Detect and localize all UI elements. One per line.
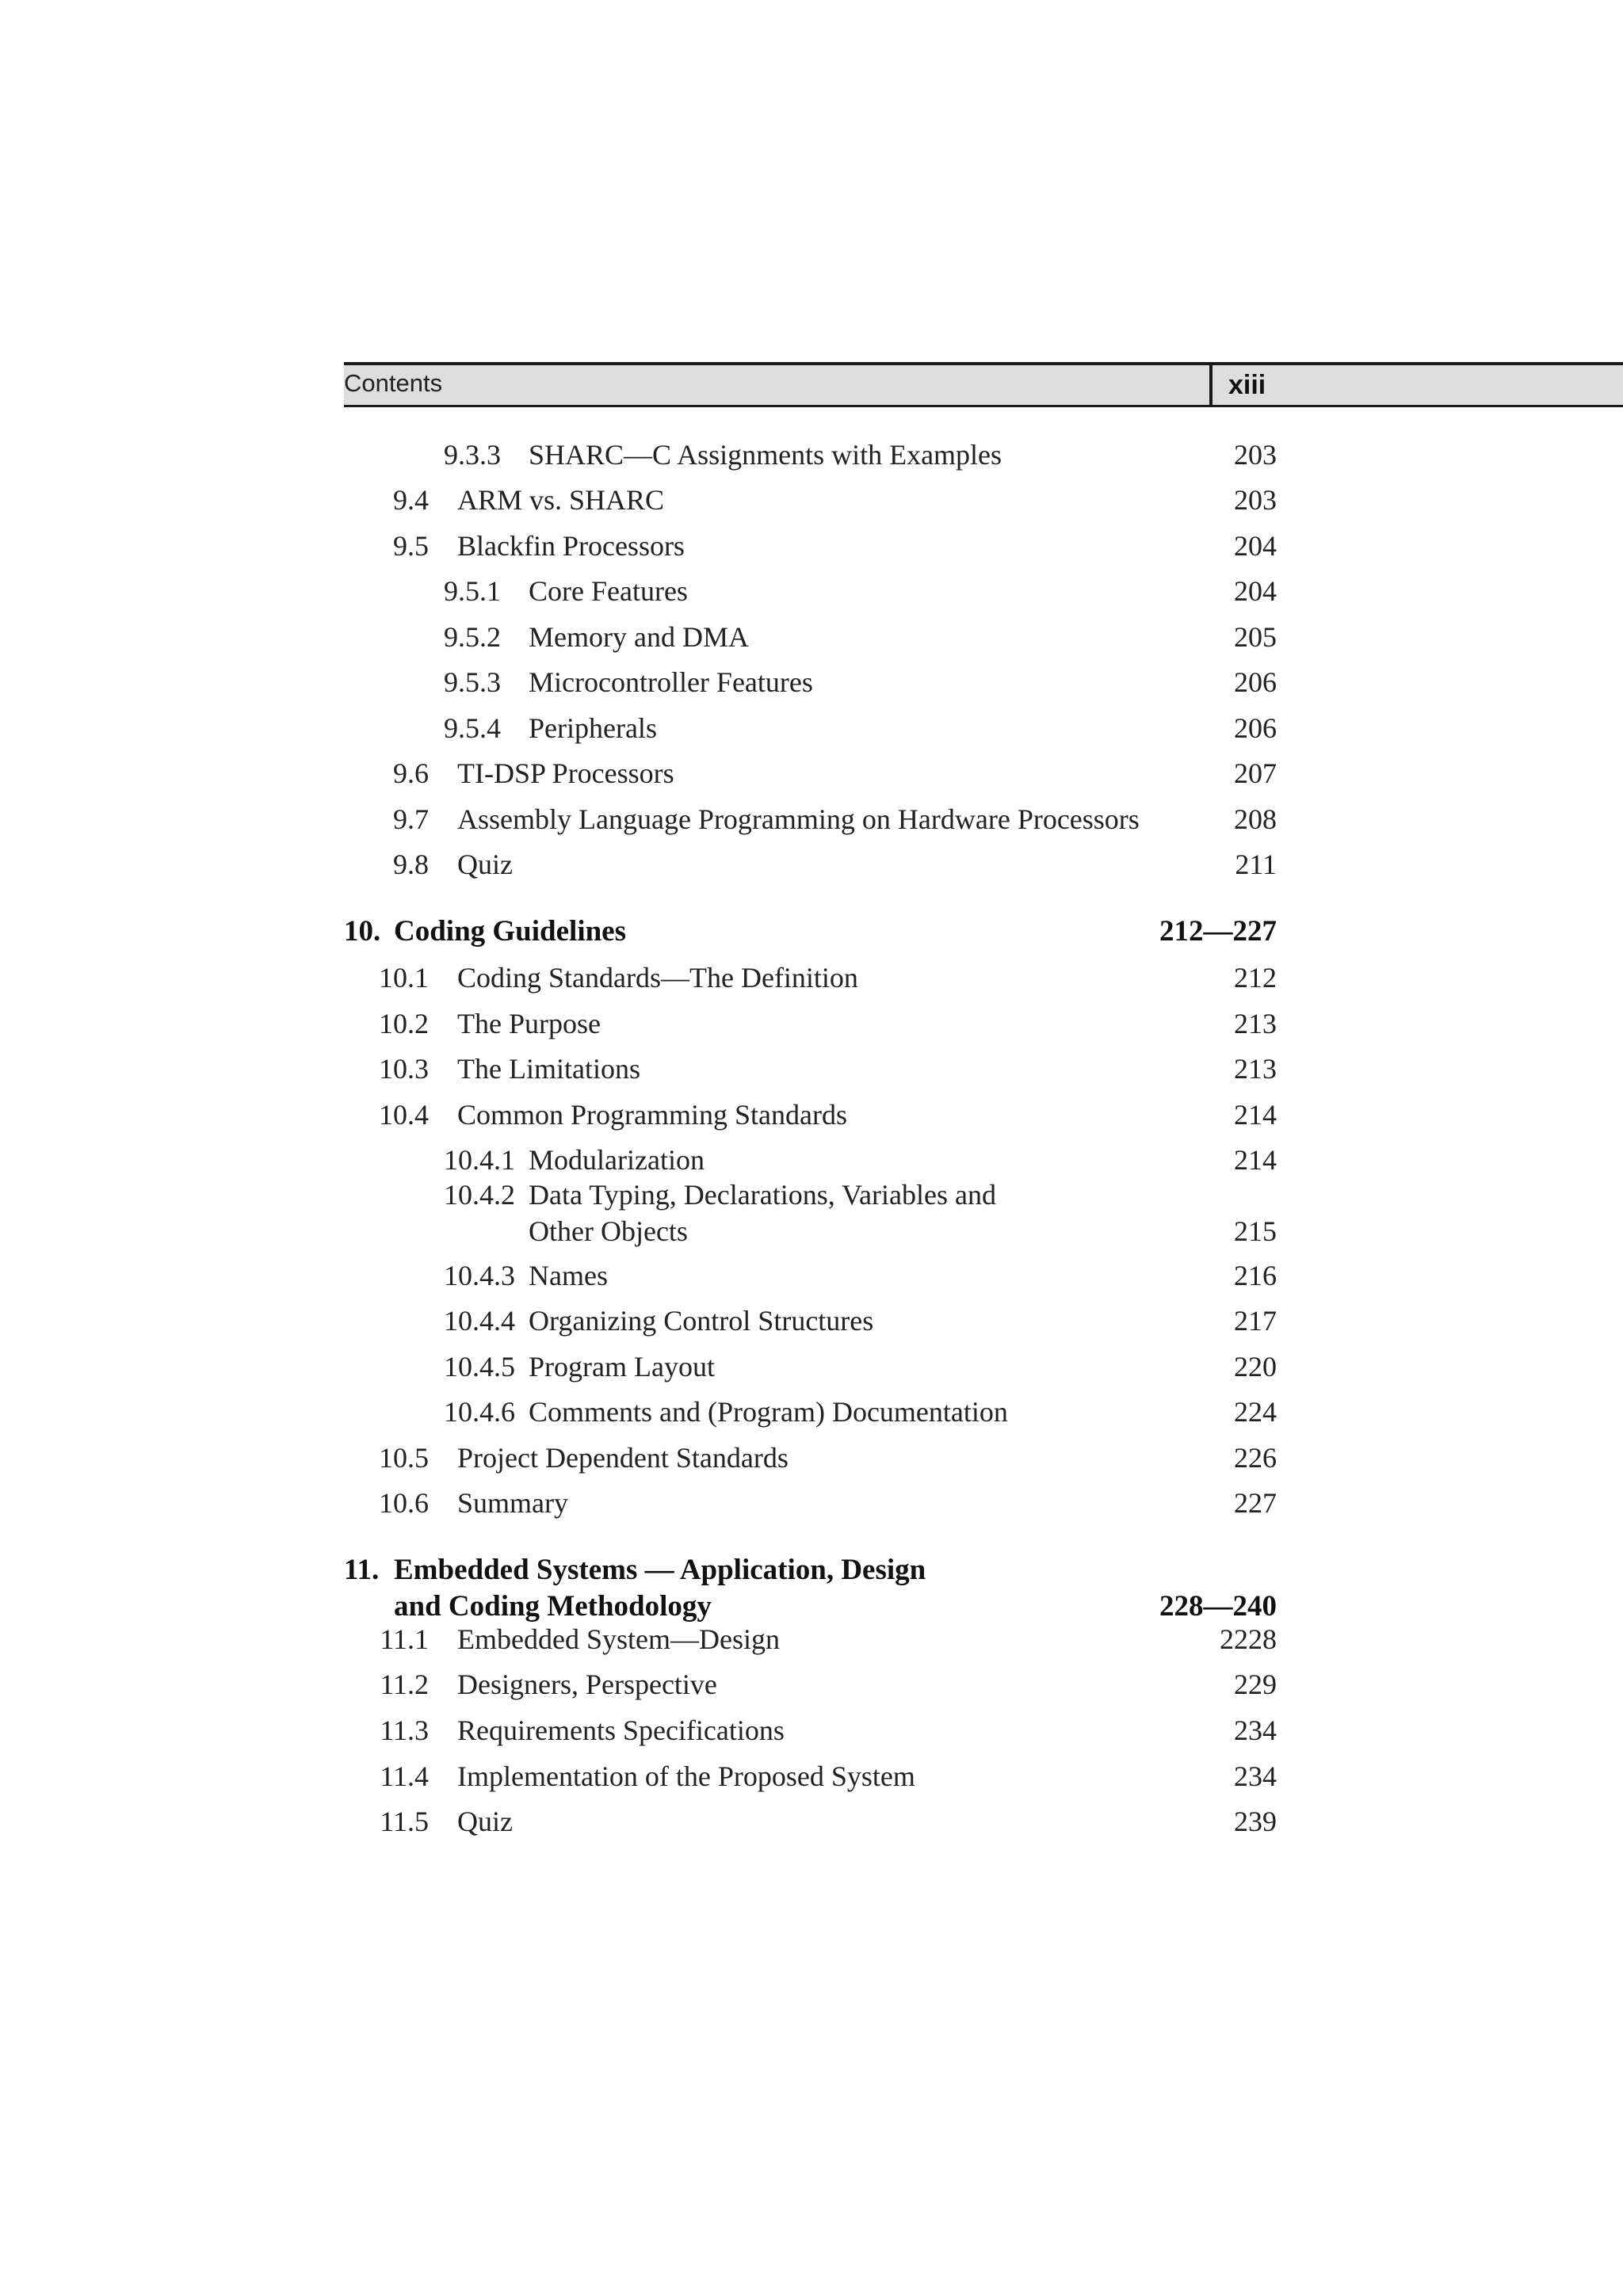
toc-entry-title: Embedded System—Design [457, 1623, 780, 1655]
toc-entry-page: 212—227 [1159, 915, 1277, 948]
toc-entry-page: 213 [1234, 1053, 1277, 1085]
toc-entry-page: 216 [1234, 1260, 1277, 1291]
toc-entry-title: Common Programming Standards [457, 1099, 847, 1131]
toc-entry-page: 208 [1234, 803, 1277, 835]
toc-entry-row [0, 1619, 1623, 1660]
toc-entry-title: Quiz [457, 1806, 513, 1837]
toc-entry-title: Assembly Language Programming on Hardware Processors [457, 803, 1140, 835]
toc-entry-title: Peripherals [529, 712, 657, 744]
toc-entry-title: Quiz [457, 849, 513, 880]
toc-entry-title: Modularization [529, 1144, 705, 1176]
toc-entry-title: Organizing Control Structures [529, 1305, 874, 1337]
toc-entry-number: 10.4.2 [444, 1179, 515, 1211]
toc-entry-row [0, 1346, 1623, 1387]
toc-entry-number: 10.4.5 [444, 1351, 515, 1383]
toc-entry-title: Comments and (Program) Documentation [529, 1396, 1008, 1428]
toc-entry-row [0, 799, 1623, 840]
toc-entry-page: 206 [1234, 712, 1277, 744]
toc-entry-number: 11.5 [380, 1806, 429, 1837]
toc-entry-row [0, 479, 1623, 521]
toc-entry-row [0, 957, 1623, 998]
toc-entry-page: 215 [1234, 1215, 1277, 1247]
toc-entry-row [0, 707, 1623, 749]
toc-entry-row [0, 1048, 1623, 1089]
toc-entry-page: 211 [1235, 849, 1277, 880]
toc-entry-title-continuation: Other Objects [529, 1215, 688, 1247]
toc-entry-page: 224 [1234, 1396, 1277, 1428]
toc-entry-row [0, 1094, 1623, 1135]
toc-entry-page: 214 [1234, 1099, 1277, 1131]
toc-entry-number: 11.3 [380, 1714, 429, 1746]
toc-entry-title: SHARC—C Assignments with Examples [529, 439, 1002, 471]
toc-entry-number: 10. [344, 915, 381, 948]
toc-entry-row [0, 570, 1623, 612]
toc-entry-row [0, 1437, 1623, 1478]
toc-entry-page: 213 [1234, 1008, 1277, 1039]
toc-entry-row [0, 1391, 1623, 1432]
toc-entry-number: 9.5.4 [444, 712, 501, 744]
toc-entry-page: 204 [1234, 575, 1277, 607]
toc-entry-number: 10.4.3 [444, 1260, 515, 1291]
toc-entry-number: 9.6 [393, 757, 429, 789]
toc-entry-row [0, 662, 1623, 703]
toc-entry-number: 10.4 [379, 1099, 429, 1131]
running-header-bar [344, 362, 1623, 407]
toc-entry-title-continuation: and Coding Methodology [394, 1590, 712, 1623]
toc-entry-title: Coding Standards—The Definition [457, 962, 858, 994]
toc-entry-page: 229 [1234, 1669, 1277, 1700]
toc-entry-title: Names [529, 1260, 608, 1291]
toc-entry-page: 203 [1234, 484, 1277, 516]
toc-entry-page: 220 [1234, 1351, 1277, 1383]
toc-entry-row [0, 844, 1623, 885]
toc-entry-title: ARM vs. SHARC [457, 484, 665, 516]
toc-entry-title: Data Typing, Declarations, Variables and [529, 1179, 996, 1211]
toc-entry-page: 212 [1234, 962, 1277, 994]
toc-entry-number: 11. [344, 1554, 380, 1586]
toc-entry-number: 11.4 [380, 1760, 429, 1792]
toc-entry-title: Implementation of the Proposed System [457, 1760, 915, 1792]
toc-entry-row [0, 1003, 1623, 1044]
running-header-page-number: xiii [1228, 370, 1266, 400]
toc-entry-page: 227 [1234, 1487, 1277, 1519]
toc-entry-title: Coding Guidelines [394, 915, 627, 948]
toc-entry-row [0, 1664, 1623, 1705]
toc-entry-number: 9.5.1 [444, 575, 501, 607]
toc-entry-row [0, 616, 1623, 658]
toc-entry-title: Designers, Perspective [457, 1669, 717, 1700]
toc-entry-number: 9.5 [393, 530, 429, 562]
toc-entry-row [0, 1300, 1623, 1341]
toc-entry-title: The Limitations [457, 1053, 640, 1085]
toc-entry-page: 214 [1234, 1144, 1277, 1176]
toc-entry-title: Program Layout [529, 1351, 715, 1383]
toc-entry-page: 2228 [1220, 1623, 1277, 1655]
toc-chapter-row [0, 1550, 1623, 1591]
toc-entry-row [0, 1174, 1623, 1215]
toc-entry-title: Embedded Systems — Application, Design [394, 1554, 926, 1586]
toc-entry-number: 9.8 [393, 849, 429, 880]
toc-entry-title: Project Dependent Standards [457, 1442, 789, 1474]
toc-entry-title: The Purpose [457, 1008, 601, 1039]
toc-entry-page: 206 [1234, 666, 1277, 698]
toc-entry-number: 10.4.6 [444, 1396, 515, 1428]
toc-entry-row [0, 1801, 1623, 1842]
toc-entry-page: 204 [1234, 530, 1277, 562]
toc-entry-page: 234 [1234, 1714, 1277, 1746]
toc-entry-title: Core Features [529, 575, 688, 607]
toc-entry-number: 10.6 [379, 1487, 429, 1519]
toc-entry-number: 10.2 [379, 1008, 429, 1039]
toc-entry-title: Blackfin Processors [457, 530, 685, 562]
toc-entry-row [0, 1482, 1623, 1524]
toc-entry-row [0, 1710, 1623, 1751]
toc-entry-page: 217 [1234, 1305, 1277, 1337]
toc-entry-page: 234 [1234, 1760, 1277, 1792]
toc-entry-number: 10.4.4 [444, 1305, 515, 1337]
toc-entry-number: 9.4 [393, 484, 429, 516]
toc-entry-page: 226 [1234, 1442, 1277, 1474]
toc-entry-number: 11.1 [380, 1623, 429, 1655]
toc-chapter-row [0, 911, 1623, 952]
toc-entry-row [0, 525, 1623, 566]
toc-entry-number: 10.3 [379, 1053, 429, 1085]
toc-entry-title: TI-DSP Processors [457, 757, 674, 789]
toc-entry-number: 10.1 [379, 962, 429, 994]
toc-entry-number: 10.4.1 [444, 1144, 515, 1176]
toc-entry-title: Memory and DMA [529, 621, 749, 653]
toc-entry-title: Summary [457, 1487, 568, 1519]
toc-entry-page: 203 [1234, 439, 1277, 471]
toc-entry-row [0, 434, 1623, 475]
toc-entry-page: 205 [1234, 621, 1277, 653]
toc-entry-number: 9.5.2 [444, 621, 501, 653]
toc-entry-row [0, 1756, 1623, 1797]
running-header-title: Contents [344, 369, 443, 397]
toc-entry-title: Requirements Specifications [457, 1714, 785, 1746]
toc-entry-number: 11.2 [380, 1669, 429, 1700]
toc-entry-page: 228—240 [1159, 1590, 1277, 1623]
toc-entry-number: 9.7 [393, 803, 429, 835]
toc-entry-title: Microcontroller Features [529, 666, 813, 698]
toc-entry-page: 239 [1234, 1806, 1277, 1837]
running-header-divider [1209, 362, 1212, 407]
toc-entry-number: 10.5 [379, 1442, 429, 1474]
toc-entry-continuation-row [0, 1211, 1623, 1252]
toc-entry-row [0, 753, 1623, 794]
toc-entry-row [0, 1255, 1623, 1296]
toc-entry-number: 9.5.3 [444, 666, 501, 698]
toc-entry-number: 9.3.3 [444, 439, 501, 471]
toc-entry-page: 207 [1234, 757, 1277, 789]
